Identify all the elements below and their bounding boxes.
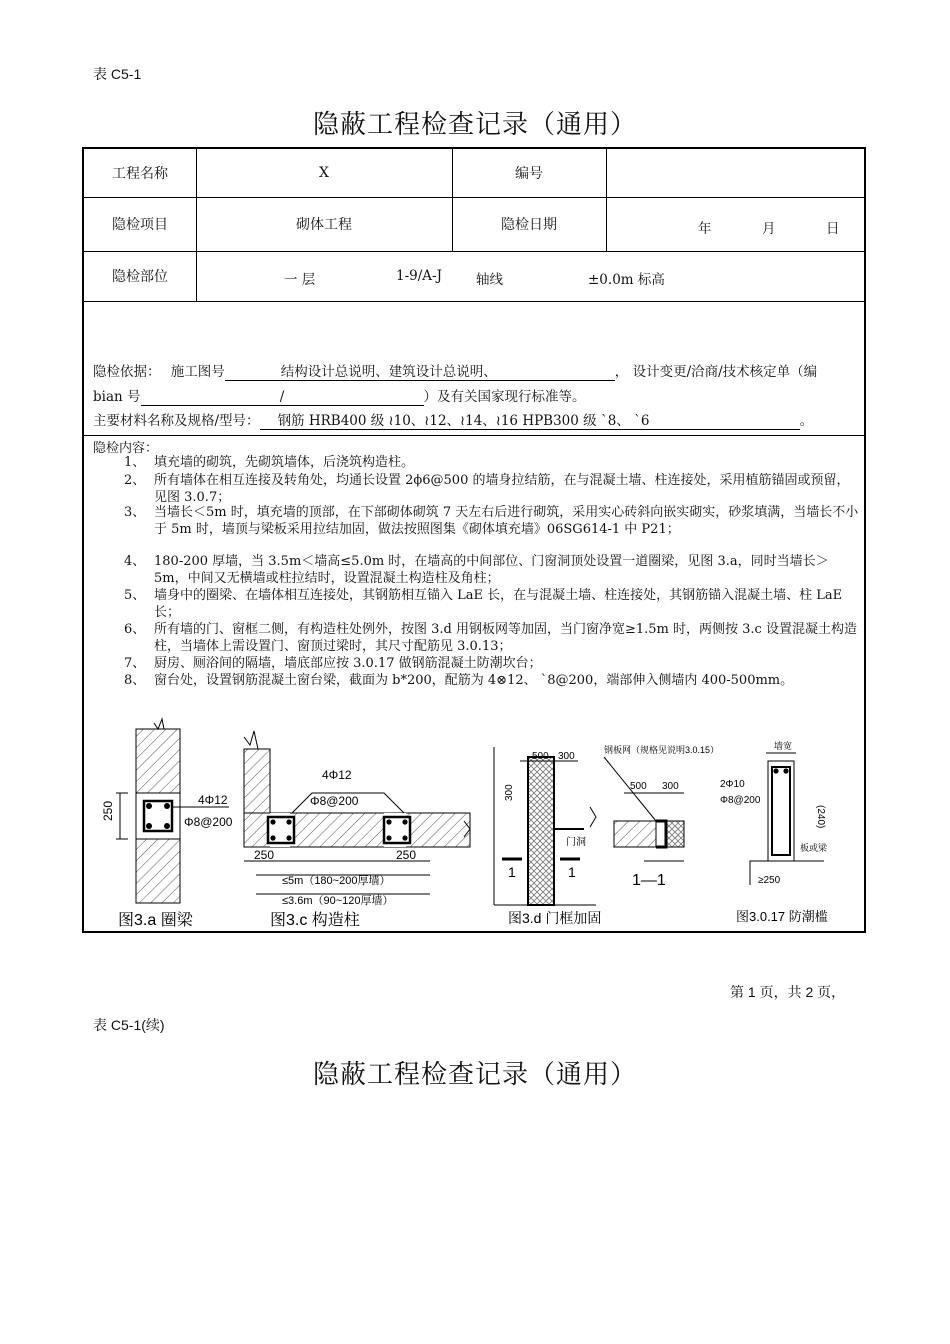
fig-e-width: 墙宽 — [774, 741, 793, 751]
fig-c-bars: 4Φ12 — [322, 768, 352, 782]
item-number: 1、 — [124, 455, 146, 470]
bian-value: / — [141, 389, 424, 406]
basis-line — [93, 360, 817, 381]
location-axis: 1-9/A-J — [396, 268, 443, 284]
list-item — [124, 621, 860, 655]
location-floor: 一 层 — [284, 272, 316, 288]
list-item — [124, 472, 860, 506]
item-text: 所有墙体在相互连接及转角处，均通长设置 2ϕ6@500 的墙身拉结筋，在与混凝土墙、柱连接处，采用植筋锚固或预留，见图 3.0.7； — [154, 473, 850, 505]
number-label: 编号 — [515, 166, 543, 182]
list-item — [124, 504, 860, 538]
list-item — [124, 553, 860, 587]
fig-c-stirrup: Φ8@200 — [310, 794, 359, 808]
basis-label: 隐检依据： — [93, 364, 161, 380]
table-number: 表 C5-1 — [93, 66, 142, 82]
fig-e-h: (240) — [815, 805, 826, 829]
standard-text: ）及有关国家现行标准等。 — [423, 389, 586, 405]
fig-e-dim: ≥250 — [758, 875, 781, 886]
list-item — [124, 672, 860, 689]
item-number: 7、 — [124, 656, 146, 671]
bian-label: bian 号 — [93, 389, 141, 405]
date-month: 月 — [762, 221, 776, 237]
list-item — [124, 587, 860, 621]
fig-d-door: 门洞 — [566, 837, 586, 848]
item-label: 隐检项目 — [112, 217, 168, 233]
fig-d-mesh: 钢板网（规格见说明3.0.15） — [604, 745, 720, 755]
materials-label: 主要材料名称及规格/型号： — [93, 413, 260, 429]
bian-line — [93, 385, 586, 406]
figure-3a-ring-beam — [101, 719, 233, 929]
drawings-label: 施工图号 — [170, 364, 225, 380]
fig-c-caption: 图3.c 构造柱 — [270, 912, 360, 929]
fig-d-dim1: 500 — [532, 751, 549, 762]
figure-3017-damp-sill — [720, 740, 828, 924]
number-value — [606, 149, 866, 197]
fig-d-dim5: 300 — [662, 781, 679, 792]
fig-c-len2: ≤3.6m（90~120厚墙） — [282, 895, 394, 907]
fig-c-dim-left: 250 — [254, 848, 275, 862]
content-label: 隐检内容： — [93, 441, 159, 456]
list-item — [124, 454, 860, 471]
next-table-number: 表 C5-1(续) — [93, 1017, 165, 1033]
item-number: 8、 — [124, 673, 146, 688]
materials-line — [93, 409, 813, 430]
change-label: ， 设计变更/洽商/技术核定单（编 — [614, 364, 818, 380]
fig-c-dim-right: 250 — [396, 848, 417, 862]
item-text: 填充墙的砌筑，先砌筑墙体，后浇筑构造柱。 — [154, 455, 415, 470]
fig-d-sec: 1 — [508, 864, 516, 880]
fig-d-dim3: 300 — [504, 784, 515, 801]
item-number: 6、 — [124, 622, 146, 637]
item-value: 砌体工程 — [296, 217, 352, 233]
location-label: 隐检部位 — [112, 269, 168, 285]
figure-3c-column — [244, 731, 470, 929]
fig-d-dim4: 500 — [630, 781, 647, 792]
fig-a-caption: 图3.a 圈梁 — [118, 912, 193, 929]
fig-a-stirrup: Φ8@200 — [184, 815, 233, 829]
materials-value: 钢筋 HRB400 级 ≀10、≀12、≀14、≀16 HPB300 级 ˋ8、 ˋ6 — [260, 409, 800, 430]
fig-e-caption: 图3.0.17 防潮槛 — [736, 909, 828, 924]
fig-d-sec2: 1 — [568, 864, 576, 880]
record-table — [82, 147, 866, 933]
page-title: 隐蔽工程检查记录（通用） — [312, 110, 637, 140]
item-text: 所有墙的门、窗框二侧，有构造柱处例外，按图 3.d 用钢板网等加固，当门窗净宽≥1.5m 时，两侧按 3.c 设置混凝土构造柱，当墙体上需设置门、窗顶过梁时，其尺寸配筋见 3.0.13； — [154, 622, 857, 654]
item-text: 窗台处，设置钢筋混凝土窗台梁，截面为 b*200，配筋为 4⊗12、 ˋ8@200，端部伸入侧墙内 400-500mm。 — [154, 673, 794, 688]
page-number: 第 1 页，共 2 页， — [730, 984, 846, 1000]
fig-e-bars: 2Φ10 — [720, 779, 745, 790]
fig-d-caption: 图3.d 门框加固 — [508, 910, 602, 926]
fig-e-stirrup: Φ8@200 — [720, 795, 761, 806]
location-axis-label: 轴线 — [476, 272, 503, 288]
fig-c-len1: ≤5m（180~200厚墙） — [282, 875, 391, 887]
next-page-title: 隐蔽工程检查记录（通用） — [312, 1060, 637, 1090]
date-day: 日 — [826, 221, 840, 237]
fig-d-sec-label: 1—1 — [632, 872, 666, 889]
date-year: 年 — [698, 221, 712, 237]
project-name-label: 工程名称 — [112, 166, 168, 182]
fig-a-bars: 4Φ12 — [198, 793, 228, 807]
fig-e-slab: 板或梁 — [800, 843, 828, 853]
location-elevation: ±0.0m 标高 — [588, 272, 665, 288]
item-number: 4、 — [124, 554, 146, 569]
item-number: 5、 — [124, 588, 146, 603]
detail-drawings — [84, 709, 864, 931]
item-text: 墙身中的圈梁、在墙体相互连接处，其钢筋相互锚入 LaE 长，在与混凝土墙、柱连接处，其钢筋锚入混凝土墙、柱 LaE 长； — [154, 588, 843, 620]
drawings-value: 结构设计总说明、建筑设计总说明、 — [225, 360, 615, 381]
materials-end: 。 — [799, 413, 814, 429]
list-item — [124, 655, 860, 672]
item-number: 2、 — [124, 473, 146, 488]
fig-a-dim: 250 — [101, 800, 115, 821]
date-label: 隐检日期 — [501, 217, 557, 233]
item-text: 当墙长＜5m 时，填充墙的顶部，在下部砌体砌筑 7 天左右后进行砌筑，采用实心砖斜向嵌实砌实，砂浆填满，当墙长不小于 5m 时，墙顶与梁板采用拉结加固，做法按照图集《砌体填充墙》06SG614-1 中 P21； — [154, 505, 859, 537]
item-text: 厨房、厕浴间的隔墙，墙底部应按 3.0.17 做钢筋混凝土防潮坎台； — [154, 656, 542, 671]
fig-d-dim2: 300 — [558, 751, 575, 762]
figure-3d-door-frame — [494, 744, 719, 926]
item-text: 180-200 厚墙，当 3.5m＜墙高≤5.0m 时，在墙高的中间部位、门窗洞顶处设置一道圈梁，见图 3.a，同时当墙长＞5m，中间又无横墙或柱拉结时，设置混凝土构造柱及角柱； — [154, 554, 829, 586]
project-name-value: X — [319, 165, 329, 181]
item-number: 3、 — [124, 505, 146, 520]
